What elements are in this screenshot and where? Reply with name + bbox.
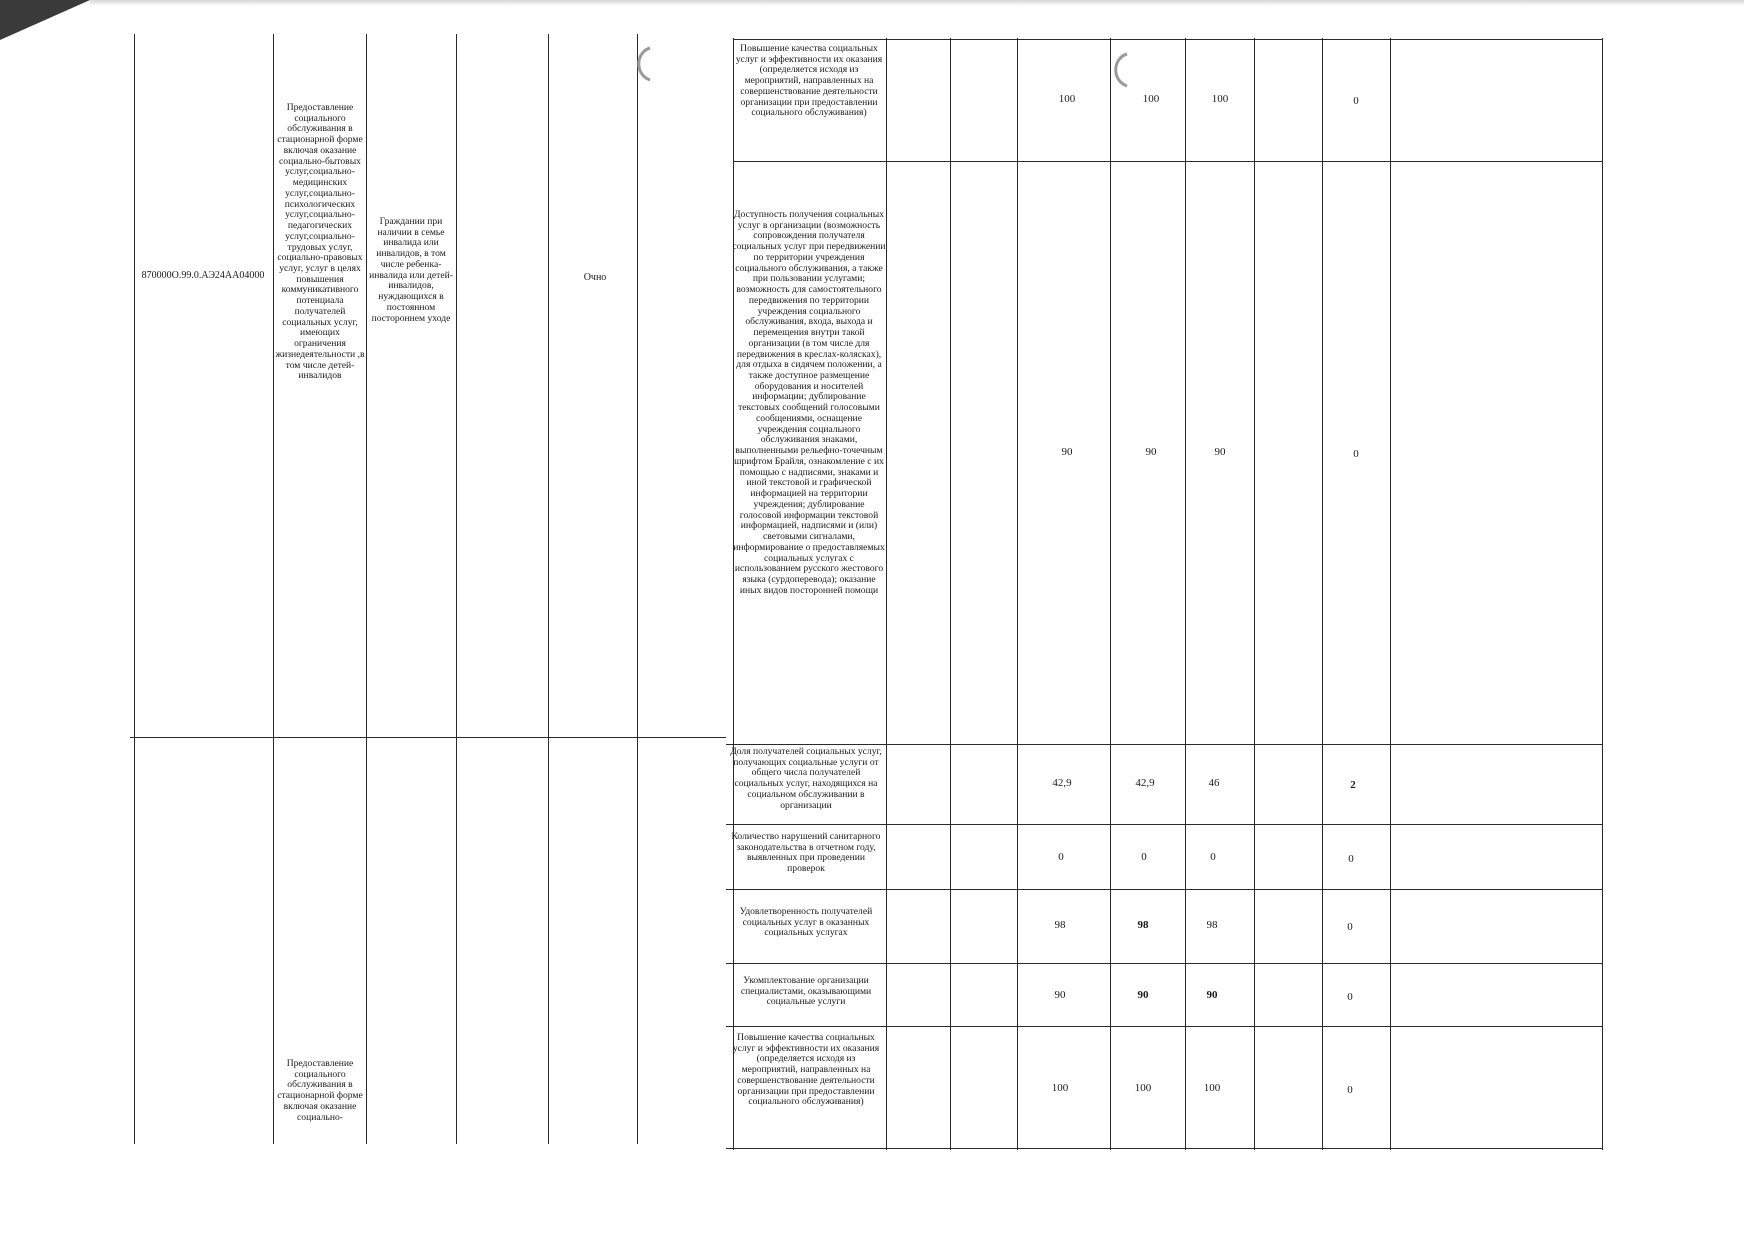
indicator-value-deviation: 0 [1353,95,1359,107]
indicator-name: Укомплектование организации специалистами, оказывающими социальные услуги [740,975,872,1008]
right-col-line [1254,38,1255,1150]
right-row-line [733,161,1602,162]
indicator-value-actual: 90 [1145,446,1157,458]
right-col-line [1185,38,1186,1150]
indicator-value-approved: 98 [1054,919,1066,931]
left-col-line [637,34,638,1144]
indicator-value-actual: 0 [1141,851,1147,863]
indicator-value-executed: 100 [1211,93,1229,105]
indicator-value-approved: 100 [1058,93,1076,105]
indicator-value-executed: 90 [1206,989,1218,1001]
indicator-value-approved: 100 [1051,1082,1069,1094]
right-col-line [1110,38,1111,1150]
service-form: Очно [583,272,607,283]
right-row-line [726,889,1602,890]
right-col-line [1322,38,1323,1150]
indicator-value-deviation: 0 [1347,921,1353,933]
right-row-line [726,1026,1602,1027]
indicator-value-actual: 100 [1134,1082,1152,1094]
scan-corner-shadow [0,0,90,40]
indicator-value-deviation: 0 [1347,1084,1353,1096]
right-row-line [726,744,1602,745]
indicator-value-executed: 46 [1208,777,1220,789]
indicator-value-actual: 42,9 [1135,777,1155,789]
indicator-value-approved: 90 [1054,989,1066,1001]
right-col-line [1017,38,1018,1150]
indicator-value-approved: 42,9 [1052,777,1072,789]
right-row-line [726,1148,1602,1149]
service-description: Предоставление социального обслуживания в стационарной форме включая оказание социально-бытовых услуг,социально-медицинских услуг,социально-психологических услуг,социально-педагогических услуг,социально-трудовых услуг, социально-правовых услуг, услуг в целях повышения коммуникативного потенциала получателей социальных услуг, имеющих ограничения жизнедеятельности ,в том числе детей-инвалидов [275,102,365,382]
right-row-line [726,963,1602,964]
indicator-value-approved: 0 [1058,851,1064,863]
service-description-continued: Предоставление социального обслуживания в стационарной форме включая оказание социально- [277,1058,363,1123]
indicator-value-deviation: 0 [1348,853,1354,865]
indicator-value-executed: 0 [1210,851,1216,863]
left-col-line [366,34,367,1144]
right-col-line [1390,38,1391,1150]
indicator-value-actual: 98 [1137,919,1149,931]
indicator-name: Доступность получения социальных услуг в организации (возможность сопровождения получателя социальных услуг при передвижении по территории учреждения социального обслуживания, а также при пользовании услугами; возможность для самостоятельного передвижения по территории учреждения социального обслуживания, входа, выхода и перемещения внутри такой организации (в том числе для передвижения в креслах-колясках), для отдыха в сидячем положении, а также доступное размещение оборудования и носителей информации; дублирование текстовых сообщений голосовыми сообщениями, оснащение учреждения социального обслуживания знаками, выполненными рельефно-точечным шрифтом Брайля, ознакомление с их помощью с надписями, знаками и иной текстовой и графической информацией на территории учреждения; дублирование голосовой информации текстовой информацией, надписями и (или) световыми сигналами, информирование о предоставляемых социальных услугах с использованием русского жестового языка (сурдоперевода); оказание иных видов посторонней помощи [732,209,886,596]
indicator-name: Количество нарушений санитарного законодательства в отчетном году, выявленных при проведении проверок [731,831,881,875]
service-code: 870000О.99.0.АЭ24АА04000 [141,270,265,281]
recipient-category: Граждании при наличии в семье инвалида или инвалидов, в том числе ребенка-инвалида или детей-инвалидов, нуждающихся в постоянном постороннем уходе [369,216,453,324]
indicator-value-deviation: 2 [1350,779,1356,791]
right-col-line [886,38,887,1150]
indicator-name: Повышение качества социальных услуг и эффективности их оказания (определяется исходя из мероприятий, направленных на совершенствование деятельности организации при предоставлении социального обслуживания) [732,1032,880,1108]
punch-hole-mark [628,44,658,84]
indicator-name: Удовлетворенность получателей социальных услуг в оказанных социальных услугах [739,906,873,939]
indicator-value-deviation: 0 [1347,991,1353,1003]
indicator-value-actual: 100 [1142,93,1160,105]
indicator-value-executed: 98 [1206,919,1218,931]
right-row-line [733,39,1602,40]
right-col-line [1602,38,1603,1150]
punch-hole-mark [1105,50,1135,90]
indicator-name: Повышение качества социальных услуг и эффективности их оказания (определяется исходя из мероприятий, направленных на совершенствование деятельности организации при предоставлении социального обслуживания) [735,43,883,119]
left-col-line [548,34,549,1144]
indicator-value-executed: 90 [1214,446,1226,458]
indicator-name: Доля получателей социальных услуг, получающих социальные услуги от общего числа получателей социальных услуг, находящихся на социальном обслуживании в организации [730,746,882,811]
scan-top-edge [90,0,1744,6]
left-row-line [130,737,726,738]
indicator-value-actual: 90 [1137,989,1149,1001]
indicator-value-approved: 90 [1061,446,1073,458]
right-col-line [950,38,951,1150]
indicator-value-executed: 100 [1203,1082,1221,1094]
left-col-line [456,34,457,1144]
left-col-line [134,34,135,1144]
indicator-value-deviation: 0 [1353,448,1359,460]
right-row-line [726,824,1602,825]
